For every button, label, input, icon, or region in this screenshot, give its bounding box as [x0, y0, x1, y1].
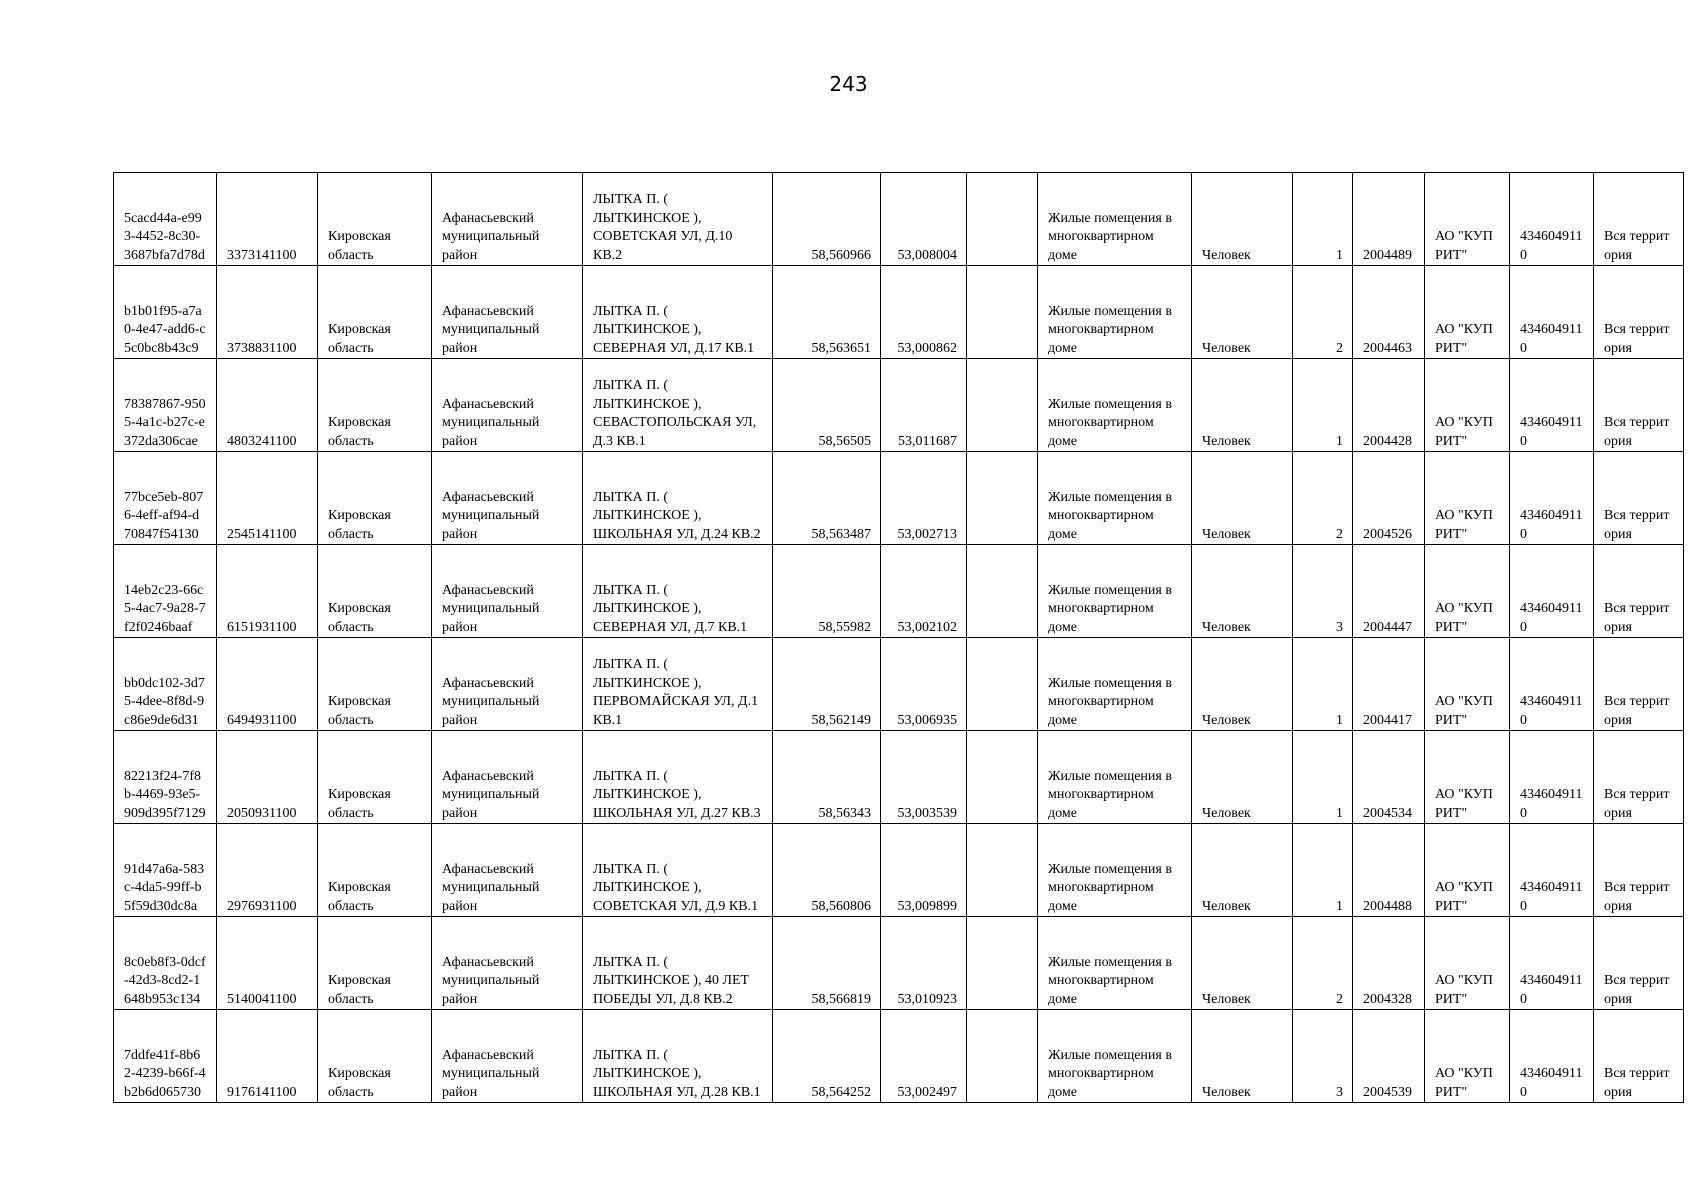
cell-region: Кировская область [318, 1010, 432, 1103]
cell-address: ЛЫТКА П. ( ЛЫТКИНСКОЕ ), СОВЕТСКАЯ УЛ, Д.10 КВ.2 [583, 173, 773, 266]
table-row [114, 1010, 1684, 1103]
cell-empty-cell [967, 917, 1038, 1010]
cell-record-id: 91d47a6a-583c-4da5-99ff-b5f59d30dc8a [114, 824, 217, 917]
cell-unit: Человек [1192, 917, 1293, 1010]
cell-object-code: 5140041100 [217, 917, 318, 1010]
cell-longitude: 53,006935 [881, 638, 967, 731]
cell-inn: 4346049110 [1510, 638, 1594, 731]
cell-region: Кировская область [318, 731, 432, 824]
cell-code: 2004417 [1353, 638, 1425, 731]
cell-address: ЛЫТКА П. ( ЛЫТКИНСКОЕ ), ПЕРВОМАЙСКАЯ УЛ, Д.1 КВ.1 [583, 638, 773, 731]
cell-region: Кировская область [318, 266, 432, 359]
cell-record-id: 77bce5eb-8076-4eff-af94-d70847f54130 [114, 452, 217, 545]
cell-premises-type: Жилые помещения в многоквартирном доме [1038, 173, 1192, 266]
cell-inn: 4346049110 [1510, 917, 1594, 1010]
cell-region: Кировская область [318, 638, 432, 731]
cell-count: 2 [1293, 452, 1353, 545]
cell-inn: 4346049110 [1510, 359, 1594, 452]
cell-object-code: 2050931100 [217, 731, 318, 824]
cell-latitude: 58,563651 [773, 266, 881, 359]
cell-organization: АО "КУПРИТ" [1425, 824, 1510, 917]
cell-empty-cell [967, 359, 1038, 452]
page-number: 243 [829, 72, 868, 96]
cell-unit: Человек [1192, 266, 1293, 359]
cell-latitude: 58,564252 [773, 1010, 881, 1103]
cell-territory: Вся территория [1594, 545, 1684, 638]
cell-territory: Вся территория [1594, 266, 1684, 359]
cell-region: Кировская область [318, 917, 432, 1010]
cell-record-id: 82213f24-7f8b-4469-93e5-909d395f7129 [114, 731, 217, 824]
table-row [114, 824, 1684, 917]
cell-count: 3 [1293, 545, 1353, 638]
cell-territory: Вся территория [1594, 452, 1684, 545]
cell-premises-type: Жилые помещения в многоквартирном доме [1038, 1010, 1192, 1103]
cell-longitude: 53,009899 [881, 824, 967, 917]
cell-inn: 4346049110 [1510, 731, 1594, 824]
cell-record-id: 8c0eb8f3-0dcf-42d3-8cd2-1648b953c134 [114, 917, 217, 1010]
cell-count: 3 [1293, 1010, 1353, 1103]
cell-unit: Человек [1192, 1010, 1293, 1103]
cell-district: Афанасьевский муниципальный район [432, 545, 583, 638]
cell-address: ЛЫТКА П. ( ЛЫТКИНСКОЕ ), 40 ЛЕТ ПОБЕДЫ УЛ, Д.8 КВ.2 [583, 917, 773, 1010]
cell-district: Афанасьевский муниципальный район [432, 638, 583, 731]
cell-code: 2004428 [1353, 359, 1425, 452]
cell-record-id: bb0dc102-3d75-4dee-8f8d-9c86e9de6d31 [114, 638, 217, 731]
cell-inn: 4346049110 [1510, 173, 1594, 266]
cell-code: 2004534 [1353, 731, 1425, 824]
table-row [114, 266, 1684, 359]
cell-unit: Человек [1192, 173, 1293, 266]
cell-inn: 4346049110 [1510, 266, 1594, 359]
cell-district: Афанасьевский муниципальный район [432, 917, 583, 1010]
table-row [114, 173, 1684, 266]
table-row [114, 731, 1684, 824]
table-row [114, 638, 1684, 731]
cell-address: ЛЫТКА П. ( ЛЫТКИНСКОЕ ), ШКОЛЬНАЯ УЛ, Д.28 КВ.1 [583, 1010, 773, 1103]
cell-premises-type: Жилые помещения в многоквартирном доме [1038, 917, 1192, 1010]
cell-premises-type: Жилые помещения в многоквартирном доме [1038, 359, 1192, 452]
records-table [113, 172, 1684, 1103]
cell-unit: Человек [1192, 731, 1293, 824]
cell-region: Кировская область [318, 545, 432, 638]
cell-inn: 4346049110 [1510, 1010, 1594, 1103]
cell-object-code: 6151931100 [217, 545, 318, 638]
cell-unit: Человек [1192, 545, 1293, 638]
cell-empty-cell [967, 266, 1038, 359]
table-row [114, 917, 1684, 1010]
cell-district: Афанасьевский муниципальный район [432, 359, 583, 452]
cell-object-code: 9176141100 [217, 1010, 318, 1103]
cell-territory: Вся территория [1594, 359, 1684, 452]
cell-code: 2004489 [1353, 173, 1425, 266]
cell-latitude: 58,56343 [773, 731, 881, 824]
cell-empty-cell [967, 638, 1038, 731]
table-row [114, 452, 1684, 545]
cell-premises-type: Жилые помещения в многоквартирном доме [1038, 452, 1192, 545]
cell-district: Афанасьевский муниципальный район [432, 731, 583, 824]
cell-count: 1 [1293, 359, 1353, 452]
cell-inn: 4346049110 [1510, 545, 1594, 638]
cell-latitude: 58,560806 [773, 824, 881, 917]
cell-record-id: 7ddfe41f-8b62-4239-b66f-4b2b6d065730 [114, 1010, 217, 1103]
cell-count: 1 [1293, 173, 1353, 266]
cell-address: ЛЫТКА П. ( ЛЫТКИНСКОЕ ), ШКОЛЬНАЯ УЛ, Д.27 КВ.3 [583, 731, 773, 824]
cell-territory: Вся территория [1594, 731, 1684, 824]
cell-district: Афанасьевский муниципальный район [432, 452, 583, 545]
cell-organization: АО "КУПРИТ" [1425, 638, 1510, 731]
cell-longitude: 53,002497 [881, 1010, 967, 1103]
cell-organization: АО "КУПРИТ" [1425, 266, 1510, 359]
cell-latitude: 58,563487 [773, 452, 881, 545]
cell-longitude: 53,010923 [881, 917, 967, 1010]
table-row [114, 359, 1684, 452]
cell-count: 2 [1293, 266, 1353, 359]
cell-latitude: 58,56505 [773, 359, 881, 452]
cell-district: Афанасьевский муниципальный район [432, 1010, 583, 1103]
cell-longitude: 53,008004 [881, 173, 967, 266]
cell-count: 1 [1293, 731, 1353, 824]
cell-territory: Вся территория [1594, 824, 1684, 917]
cell-address: ЛЫТКА П. ( ЛЫТКИНСКОЕ ), ШКОЛЬНАЯ УЛ, Д.24 КВ.2 [583, 452, 773, 545]
cell-object-code: 3373141100 [217, 173, 318, 266]
cell-record-id: b1b01f95-a7a0-4e47-add6-c5c0bc8b43c9 [114, 266, 217, 359]
cell-longitude: 53,011687 [881, 359, 967, 452]
cell-territory: Вся территория [1594, 638, 1684, 731]
cell-premises-type: Жилые помещения в многоквартирном доме [1038, 824, 1192, 917]
cell-inn: 4346049110 [1510, 824, 1594, 917]
cell-latitude: 58,562149 [773, 638, 881, 731]
cell-premises-type: Жилые помещения в многоквартирном доме [1038, 266, 1192, 359]
cell-address: ЛЫТКА П. ( ЛЫТКИНСКОЕ ), СЕВЕРНАЯ УЛ, Д.7 КВ.1 [583, 545, 773, 638]
cell-organization: АО "КУПРИТ" [1425, 917, 1510, 1010]
cell-code: 2004463 [1353, 266, 1425, 359]
cell-unit: Человек [1192, 638, 1293, 731]
cell-object-code: 3738831100 [217, 266, 318, 359]
cell-organization: АО "КУПРИТ" [1425, 1010, 1510, 1103]
cell-organization: АО "КУПРИТ" [1425, 173, 1510, 266]
cell-object-code: 4803241100 [217, 359, 318, 452]
cell-latitude: 58,55982 [773, 545, 881, 638]
cell-code: 2004447 [1353, 545, 1425, 638]
cell-inn: 4346049110 [1510, 452, 1594, 545]
cell-code: 2004328 [1353, 917, 1425, 1010]
cell-count: 1 [1293, 638, 1353, 731]
cell-region: Кировская область [318, 173, 432, 266]
cell-organization: АО "КУПРИТ" [1425, 359, 1510, 452]
cell-address: ЛЫТКА П. ( ЛЫТКИНСКОЕ ), СЕВЕРНАЯ УЛ, Д.17 КВ.1 [583, 266, 773, 359]
cell-unit: Человек [1192, 359, 1293, 452]
cell-code: 2004488 [1353, 824, 1425, 917]
cell-record-id: 78387867-9505-4a1c-b27c-e372da306cae [114, 359, 217, 452]
cell-empty-cell [967, 173, 1038, 266]
cell-object-code: 2976931100 [217, 824, 318, 917]
cell-count: 2 [1293, 917, 1353, 1010]
cell-address: ЛЫТКА П. ( ЛЫТКИНСКОЕ ), СОВЕТСКАЯ УЛ, Д.9 КВ.1 [583, 824, 773, 917]
cell-district: Афанасьевский муниципальный район [432, 824, 583, 917]
cell-region: Кировская область [318, 824, 432, 917]
cell-empty-cell [967, 1010, 1038, 1103]
cell-latitude: 58,566819 [773, 917, 881, 1010]
cell-count: 1 [1293, 824, 1353, 917]
cell-longitude: 53,000862 [881, 266, 967, 359]
cell-empty-cell [967, 824, 1038, 917]
cell-region: Кировская область [318, 452, 432, 545]
cell-code: 2004539 [1353, 1010, 1425, 1103]
cell-latitude: 58,560966 [773, 173, 881, 266]
cell-territory: Вся территория [1594, 173, 1684, 266]
cell-organization: АО "КУПРИТ" [1425, 452, 1510, 545]
cell-premises-type: Жилые помещения в многоквартирном доме [1038, 731, 1192, 824]
cell-organization: АО "КУПРИТ" [1425, 731, 1510, 824]
cell-region: Кировская область [318, 359, 432, 452]
table-row [114, 545, 1684, 638]
cell-premises-type: Жилые помещения в многоквартирном доме [1038, 638, 1192, 731]
cell-territory: Вся территория [1594, 917, 1684, 1010]
cell-object-code: 6494931100 [217, 638, 318, 731]
cell-district: Афанасьевский муниципальный район [432, 266, 583, 359]
cell-organization: АО "КУПРИТ" [1425, 545, 1510, 638]
cell-empty-cell [967, 545, 1038, 638]
cell-district: Афанасьевский муниципальный район [432, 173, 583, 266]
cell-address: ЛЫТКА П. ( ЛЫТКИНСКОЕ ), СЕВАСТОПОЛЬСКАЯ УЛ, Д.3 КВ.1 [583, 359, 773, 452]
cell-object-code: 2545141100 [217, 452, 318, 545]
cell-territory: Вся территория [1594, 1010, 1684, 1103]
cell-unit: Человек [1192, 452, 1293, 545]
cell-longitude: 53,002102 [881, 545, 967, 638]
cell-empty-cell [967, 731, 1038, 824]
cell-longitude: 53,003539 [881, 731, 967, 824]
cell-premises-type: Жилые помещения в многоквартирном доме [1038, 545, 1192, 638]
cell-code: 2004526 [1353, 452, 1425, 545]
cell-longitude: 53,002713 [881, 452, 967, 545]
cell-record-id: 14eb2c23-66c5-4ac7-9a28-7f2f0246baaf [114, 545, 217, 638]
cell-record-id: 5cacd44a-e993-4452-8c30-3687bfa7d78d [114, 173, 217, 266]
cell-empty-cell [967, 452, 1038, 545]
cell-unit: Человек [1192, 824, 1293, 917]
